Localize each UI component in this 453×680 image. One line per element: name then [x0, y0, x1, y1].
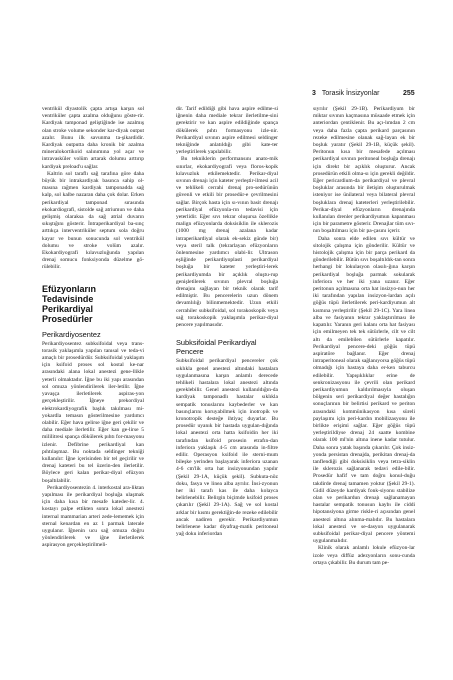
chapter-title: Torasik İnsizyonlar [321, 90, 380, 97]
subsection-heading: Perikardiyosentez [42, 329, 101, 339]
text-column-3 [313, 106, 415, 567]
paragraph: sıyrılır (Şekil 29-1B). Perikardiyum bir miktar sıvının kaçmasına müsaade etmek için anteriordan çentiklenir. Bu açı-lımdan 2 cm veya daha fazla çapta perikard parçasının rezeke edilmesine olanak sağ-layan ek bir boşluk yaratır (Şekil 29-1B, küçük şekil). Peritonun kısa bir mesafede açılması perikardiyal sıvının peritoneal boşluğa drenajı için direkt bir açıklık oluşturur. Ancak prosedürün etkili olma-sı için gerekli değildir. Eğer pericardium-da perikardiyal ve plevral boşluklar arasında bir iletişim oluşturulmak isteniyor ise ünilateral veya bilateral plevral boşluklara drenaj kateterleri yerleştirilebilir. Perikar-diyal efüzyonların drenajında kullanılan drenler perikardiyumun kapanması için bir parametre gösterir. Drenajlar tüm sıvı- nın boşaltılması için bir pa-çasını içerir. [313, 106, 415, 235]
paragraph: dir. Tarif edildiği gibi hava aspire edilme-si iğnenin daha mediale tekrar ilerletilme-sini gerektirir ve kan aspire edildiğinde spançа dökülerek pıhtı formasyonu izle-nir. Perikardiyal sıvının aspire edilmesi seldinger tekniğinde anlatıldığı gibi kate-ter yerleştirilerek yapılabilir. [176, 106, 278, 156]
paragraph: Perikardiyosentez subksifoidal veya trans-torasik yaklaşımla yapılan tanısal ve teda-vi amaçlı bir prosedürdür. Subksifoidal yaklaşım için ksifoid proses sol kostal ke-nar arasındaki alana lokal anestezi gene-llikle yeterli olmaktadır. İğne bu iki yapı arasından sol omuza yönlendirilerek iler-letilir. İğne yavaşça ilerletilerek aspiras-yon gerçekleştirilir. İğneye prekordiyal elektrokardiyografik başlık takılması mi-yokardla temasın gösterilmesine yardımcı olabilir. Eğer hava gelirse iğne geri çekilir ve daha medialе ilerletilir. Eğer kan ge-lirse 5 mililitresi spançа dökülerek pıhtı for-masyonu izlenir. Defibrine perikardiyal kan pıhtılaşmaz. Bu noktada seldinger tekniği kullanılır: İğne içerisinden bir tel geçirilir ve drenaj kateteri bu tel üzerin-den ilerletilir. Böylece geri kalan perikar-diyal efüzyon boşaltılabilir. [42, 340, 144, 484]
text-column-2 [176, 106, 278, 538]
paragraph: ventrikül diyastolik çapta artışa karşın sol ventriküler çapta azalma olduğunu göste-rir. Kardiyak tamponad geliştiğinde ise azalmış olan stroke volume sekonder kar-diyak output azalır. Bunu ilk savunma ta-şikardidir. Kardiyak outputta daha kronik bir azalma mineralokortikoid salınımına yol açar ve intravasküler volüm artarak dolumu arttırıp kardiyak preload'u sağlar. [42, 106, 144, 170]
paragraph: Klinik olarak anlamlı lokule efüzyon-lar izole veya diffüz adezyonların sonu-cunda ortaya çıkabilir. Bu durum tam pe- [313, 545, 415, 566]
paragraph: Subksifoidal perikardiyal pencereler çok sıklıkla genel anestezi altındaki hastalara uygulanmasına karşın anlamlı derecede tehlikeli hastalara lokal anestezi altında gereklebilir. Genel anestezi kullanıldığın-da kardiyak tamponadlı hastalar sıklıkla sempatik tonuslarını kaybederler ve kan basınçlarını koruyabilmek için inotropik ve kronotropik desteğe ihtiyaç duyarlar. Bu prosedür uyanık bir hastada uygulan-dığında lokal anestezi orta hatta ksifoidin her iki tarafından ksifoid prosesin etrafın-dan inferiora yaklaşık 4-5 cm arasında in-filtre edilir. Operasyon ksifoid ile sterni-mum bileşke yerinden başlayarak inferiora uzanan 4-6 cm'lik orta hat insizyonundan yapılır (Şekil 29-1A, küçük şekil). Subkuta-nöz doku, fasya ve linea alba ayrılır. İnsi-zyonun her iki tarafı kas ile daha kolayca belirlenebilir. Belirgin biçimde ksifoid proses çıkarılır (Şekil 29-1A). Sağ ve sol kostal arklar bir kısmı gerektiğin-de rezeke edilebilir ancak nadiren gerekir. Perikardiyumun belirlenene kadar diyafrag-matik peritoneal yağ doku inferiordan [176, 358, 278, 538]
running-header [312, 89, 412, 99]
text-column-1 [42, 106, 144, 550]
page-number: 255 [403, 90, 415, 97]
section-heading: Efüzyonların Tedavisinde Perikardiyal Prosedürler [42, 283, 97, 324]
paragraph: Kaltrin sol taraflı sağ tarafına göre daha büyük bir intrakardiyak basınca sahip ol-masına rağmen kardiyak tamponadda sağ kalp, sol kalbe nazaran daha çok dolar. Erken perikardiyal tamponad sırasında ekokardiografi, sistolde sağ atriumun ve daha gelişmiş olaraksa da sağ atrial duvarın sıkıştığını gösterir. İntraperikardiyal ba-sınç arttıkça interventriküler septum sola doğru kayar ve bunun sonucunda sol ventrikül dolumu ve stroke volüm azalır. Ekokardiyografi kılavuzluğunda yapılan drenaj somucu fonksiyonda düzelme gö-rülebilir. [42, 170, 144, 271]
paragraph: Perikardiyosentezin 4. interkostal ara-liktan yapılması ile perikardiyal boşluğa ulaşmak için daha kısa bir mesafe kateder-lir. 4. kostayı palpe ettikten sonra lokal anestezi internal mammarian arteri zede-lememek için sternal kenardan en az 1 parmak lateralе uygulanır. İğnenin ucu sağ omuza doğru yönlendirilerek ve iğne ilerletilerek aspirasyon gerçekleştirilmeli- [42, 484, 144, 549]
paragraph: Daha sonra elde edilen sıvı kültür ve sitolojik çalışma için gönderilir. Kültür ve histolojik çalışma için bir parça perikard da gönderilebilir. Bütün sıvı boşaltıldık-tan sonra herhangi bir lokulasyon olasılı-ğına karşın perikardiyal boşluğa parmak sokularak inferiora ve her iki yana uzanır. Eğer peritonun açılmasına orta hat insizyo-nun her iki tarafından yapılan insizyon-lardan açılı göğüs tüpü ilerletilerek peri-kardiyumun alt kısmına yerleştirilir (Şekil 29-1C). Yara lineа alba ve fasiyanın tekrar yaklaştırılması ile kapatılır. Yaranın geri kalanı orta hat fasiyası için emilmeyen tek tek sütürlerle, cilt ve cilt altı da emilebilen sütürlerle kapatılır. Perikardiyal pencere-deki göğüs tüpü aspiratöre bağlanır. Eğer drenaj intraperitoneal olarak sağlanıyorsa göğüs tüpü olmadığı için hastaya daha er-ken taburcu edilebilir. Yapışıklıklar erine de senkronizasyonu ile çevrili olan perikard perikardiyumun kaldırılmasıyla oluşan bölgenin seri perikardiyal değer hastalığın sonuçlarının bir belirtisi perikard ve periton arasındaki kommünikasyon kısa süreli paylaşımı için peri-kardın mobilizasyonu ile birlikte erişimi sağlar. Eğer göğüs tüpü yerleştirildiyse drenaj 24 saatte kombine olarak 100 ml'nin altına inene kadar tutulur. Daha sonra yatak başında çıkarılır. Çok insiz-yonda persistan drenajda, perikitan drenaj-da tanflendiği gibi doksisiklin veya tetra-siklin ile sklerozis sağlanarak tedavi edile-bilir. Prosedür hafif ve tam doğru konul-duğu takdirde drenaj tamamen yoktur (Şekil 29-1). Gidil düzeyde kardiyak fonk-siyonu stabilize olan ve perikardun drenajı sağlanamayan hastalar sempatik tonusun kaybı ile ciddi hipotansiyona girme riskle-ri açısından genel anestezi altına alınma-malıdır. Bu hastalara lokal anestezi ve se-dasyon uygulanarak subksifoidal perikar-diyal pencere yöntemi uygulanmalıdır. [313, 235, 415, 545]
subsection-heading: Subksifoidal Perikardiyal Pencere [176, 338, 257, 357]
chapter-number: 3 [312, 90, 316, 97]
paragraph: Bu tekniklerin performansını anato-mik sınırlar, ekokardiyografi veya floros-kopik kılavuzluk etkilemektedir. Perikar-diyal sıvının drenajı için kateter yerleştir-ilmesi acil ve tehlikeli cerrahi drenaj pro-sedürünün güvenli ve etkili bir prosedür-e çevrilmesini sağlar. Birçok hasta için sı-vının basit drenajı perikardiyal efüzyonla-rın tedavisi için yeterlidir. Eğer sıvı tekrar oluşursa özellikle malign efüzyonlarda doksisiklin ile sklerozis (1000 mg drenaj azalana kadar intraperikardiyal olarak ek-sekiz günde bir) veya steril talk (tekrarlayan efüzyonların önlenmesine yardımcı olabi-lir. Ultrason eşliğinde perikardiyoplasti perikardiyal boşluğa bir kateter yerleştiri-lerek perikardiyumda bir açıklık oluştu-rup genişletilerek sıvının plevral boşluğa drenajını sağlayan bir teknik olarak tarif edilmiştir. Bu pencerelerin uzun dönem devamlılığı bilinmemektedir. Uzun etkili cerrahiler subksifoidal, sol torakoskopik veya sağ torakoskopik yaklaşımla perikar-diyal pencere yapılmasıdır. [176, 156, 278, 329]
